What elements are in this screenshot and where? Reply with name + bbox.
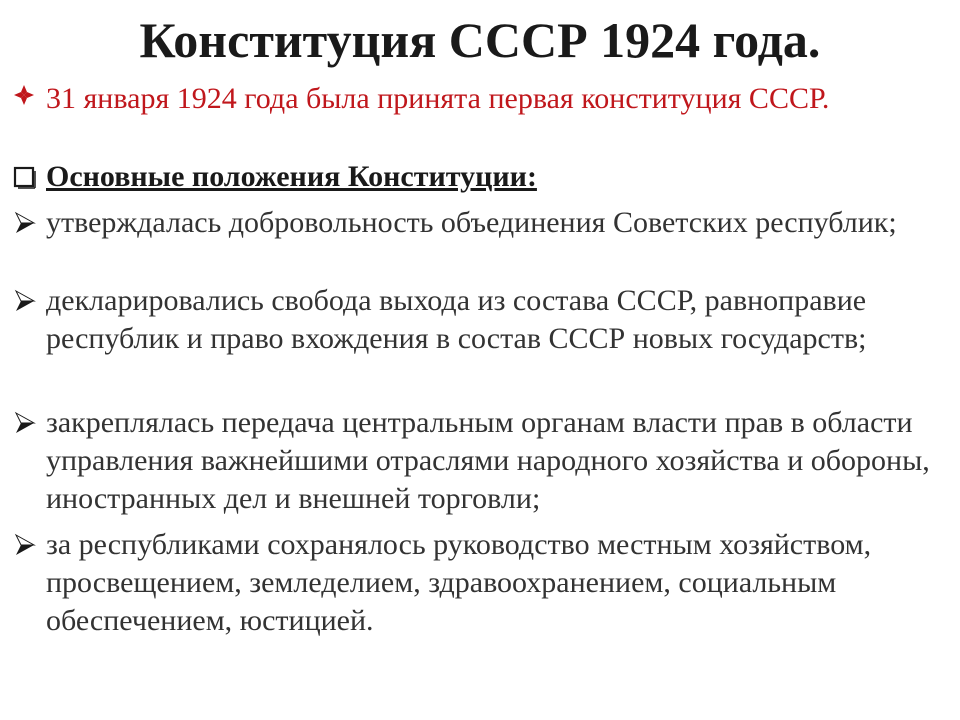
checkbox-icon xyxy=(12,158,44,196)
list-item-text: закреплялась передача центральным органам власти прав в области управления важнейшими отраслями народного хозяйства и обороны, иностранных дел и внешней торговли; xyxy=(46,406,930,515)
list-item xyxy=(12,404,952,518)
arrow-bullet-icon xyxy=(12,404,44,442)
list-item-text: декларировались свобода выхода из состава СССР, равноправие республик и право вхождения в состав СССР новых государств; xyxy=(46,284,867,355)
arrow-bullet-icon xyxy=(12,282,44,320)
intro-item xyxy=(12,80,952,118)
list-item xyxy=(12,282,952,358)
arrow-bullet-icon xyxy=(12,526,44,564)
diamond-star-icon xyxy=(12,80,44,118)
intro-text: 31 января 1924 года была принята первая конституция СССР. xyxy=(46,82,830,115)
principles-heading xyxy=(12,158,952,196)
arrow-bullet-icon xyxy=(12,204,44,242)
list-item-text: за республиками сохранялось руководство местным хозяйством, просвещением, земледелием, здравоохранением, социальным обеспечением, юстицией. xyxy=(46,528,872,637)
list-item xyxy=(12,204,952,242)
list-item-text: утверждалась добровольность объединения Советских республик; xyxy=(46,206,897,239)
list-item xyxy=(12,526,952,640)
slide-title: Конституция СССР 1924 года. xyxy=(139,12,821,68)
principles-heading-text: Основные положения Конституции: xyxy=(46,160,537,193)
